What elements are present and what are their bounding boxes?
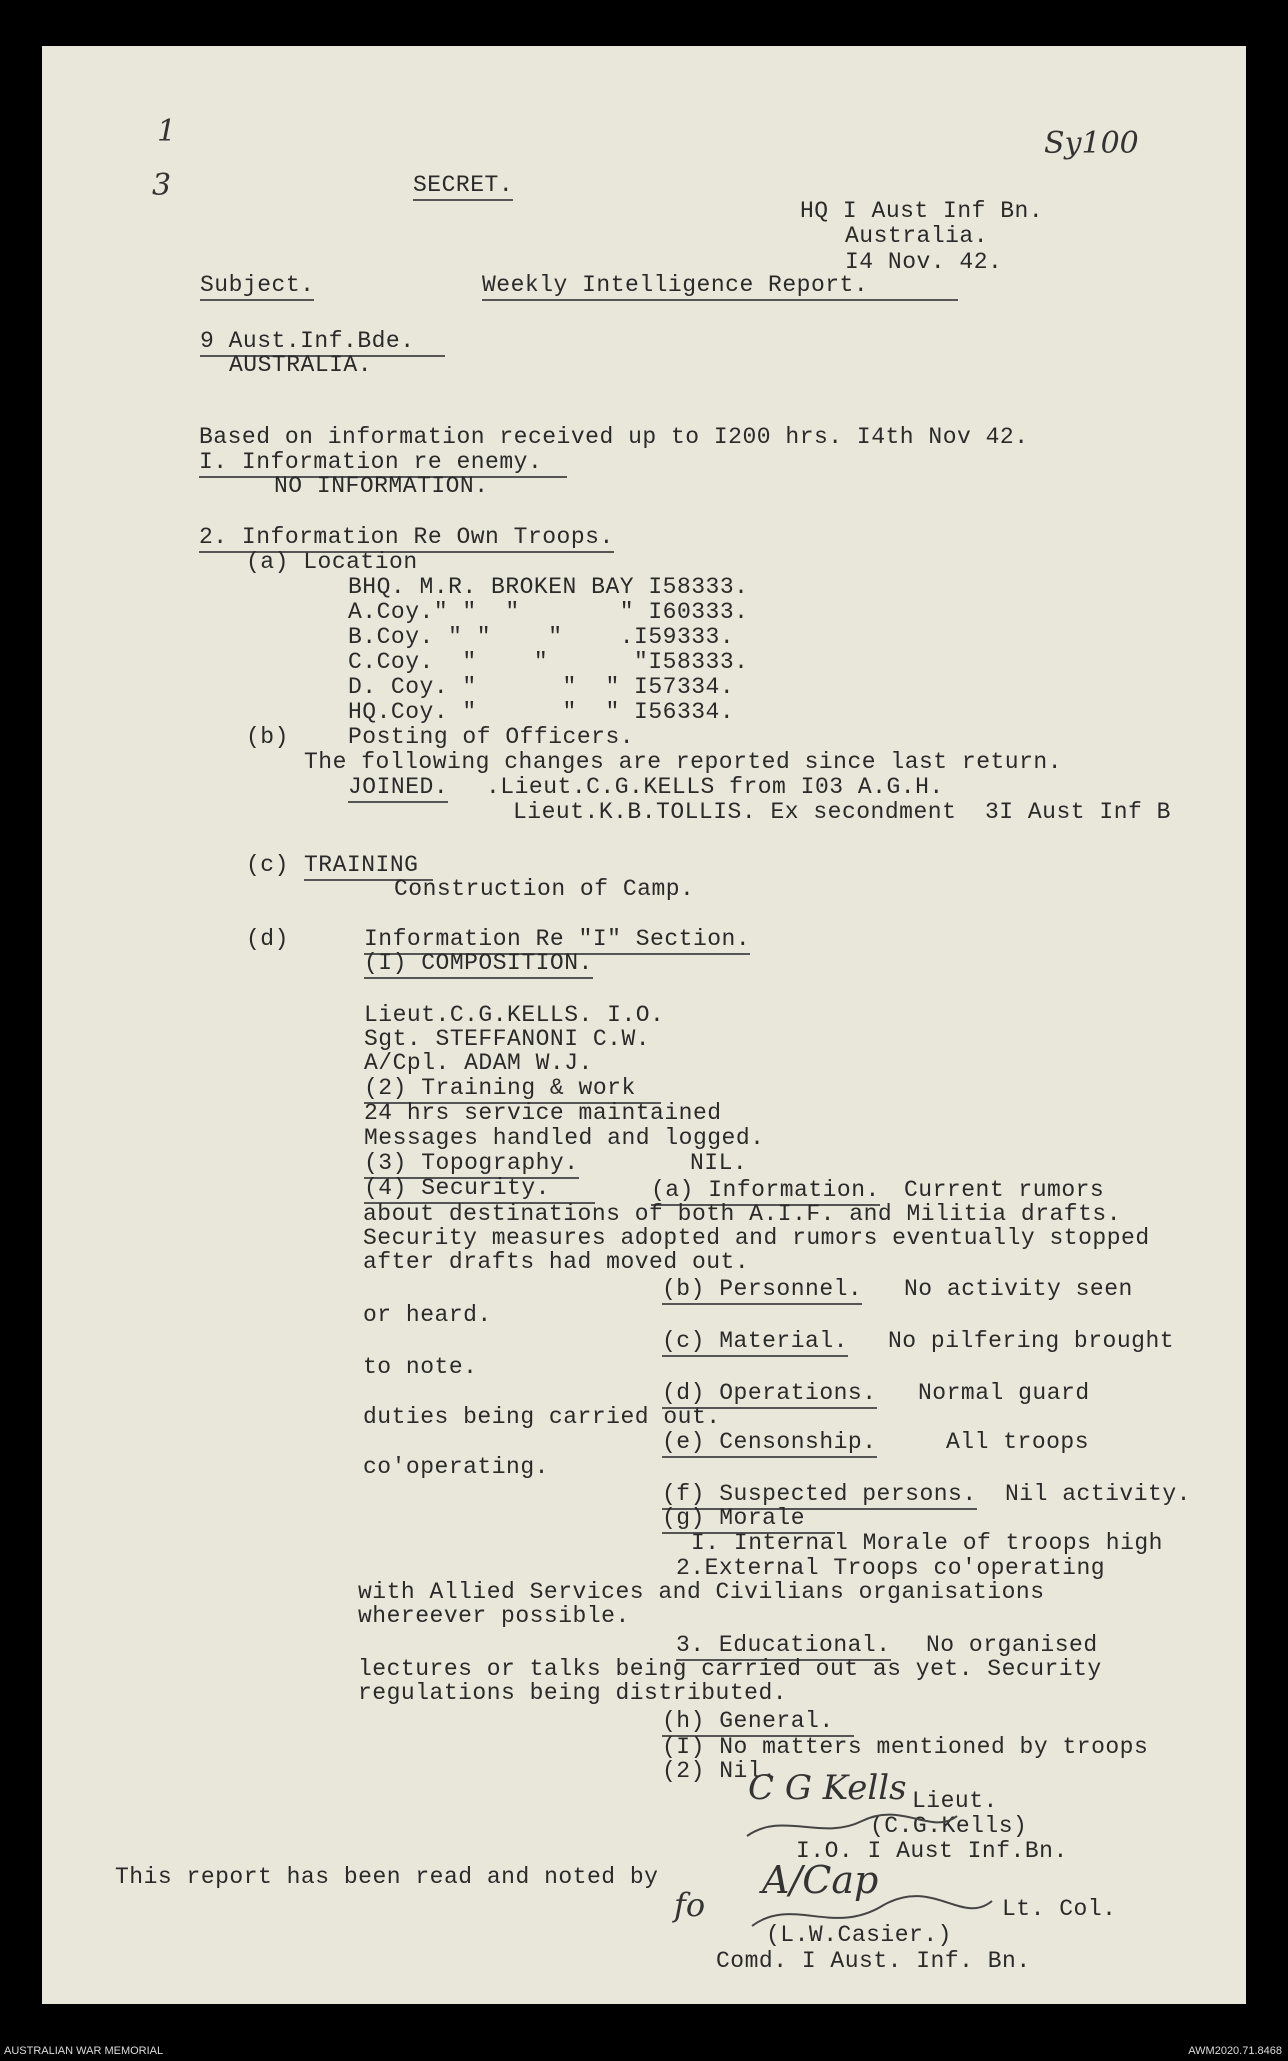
security-c-text: No pilfering brought bbox=[888, 1328, 1175, 1354]
section-1-heading: I. Information re enemy. bbox=[199, 449, 567, 478]
hq-line-1: HQ I Aust Inf Bn. bbox=[800, 198, 1044, 224]
casier-signature: A/Cap bbox=[762, 1858, 879, 1902]
security-a-label: (a) Information. bbox=[651, 1177, 880, 1206]
training-line: 24 hrs service maintained bbox=[364, 1100, 722, 1126]
general-line: (2) Nil. bbox=[662, 1758, 777, 1784]
security-e-label: (e) Censonship. bbox=[662, 1429, 877, 1458]
signature-flourish bbox=[742, 1806, 962, 1846]
location-row: C.Coy. " " "I58333. bbox=[348, 649, 749, 675]
security-heading: (4) Security. bbox=[364, 1175, 595, 1204]
item-b-title: Posting of Officers. bbox=[348, 724, 635, 750]
general-label: (h) General. bbox=[662, 1708, 854, 1737]
footer-source: AUSTRALIAN WAR MEMORIAL bbox=[4, 2045, 164, 2057]
hq-line-2: Australia. bbox=[845, 223, 989, 249]
security-f-label: (f) Suspected persons. bbox=[662, 1481, 977, 1510]
section-1-text: NO INFORMATION. bbox=[274, 473, 489, 499]
document-page bbox=[42, 46, 1246, 2004]
morale-line: I. Internal Morale of troops high bbox=[691, 1530, 1163, 1556]
signatory-rank: Lieut. bbox=[912, 1788, 998, 1814]
item-c-title: TRAINING bbox=[304, 852, 433, 881]
general-line: (I) No matters mentioned by troops bbox=[662, 1734, 1149, 1760]
training-line: Messages handled and logged. bbox=[364, 1125, 765, 1151]
addressee-line-2: AUSTRALIA. bbox=[229, 352, 373, 378]
training-heading: (2) Training & work bbox=[364, 1075, 661, 1104]
noted-line: This report has been read and noted by bbox=[115, 1864, 659, 1890]
for-mark: fo bbox=[674, 1886, 706, 1924]
security-e-text: All troops bbox=[946, 1429, 1090, 1455]
location-row: BHQ. M.R. BROKEN BAY I58333. bbox=[348, 574, 749, 600]
security-a-line: after drafts had moved out. bbox=[363, 1249, 750, 1275]
item-d-title: Information Re "I" Section. bbox=[364, 926, 750, 955]
educational-line: regulations being distributed. bbox=[358, 1680, 788, 1706]
addressee-line-1: 9 Aust.Inf.Bde. bbox=[200, 328, 445, 357]
subject-title: Weekly Intelligence Report. bbox=[482, 272, 958, 301]
subject-label: Subject. bbox=[200, 272, 314, 301]
joined-line-2: Lieut.K.B.TOLLIS. Ex secondment 3I Aust Inf B bbox=[513, 799, 1171, 825]
personnel-row: Sgt. STEFFANONI C.W. bbox=[364, 1026, 651, 1052]
item-b-label: (b) bbox=[246, 724, 289, 750]
joined-line-1: .Lieut.C.G.KELLS from I03 A.G.H. bbox=[486, 774, 944, 800]
security-b-cont: or heard. bbox=[363, 1302, 492, 1328]
security-b-label: (b) Personnel. bbox=[662, 1276, 862, 1305]
archive-number-mark: Sy100 bbox=[1044, 126, 1139, 161]
signatory-role: I.O. I Aust Inf.Bn. bbox=[796, 1838, 1068, 1864]
security-a-text: Current rumors bbox=[904, 1177, 1105, 1203]
signatory-2-name: (L.W.Casier.) bbox=[766, 1922, 952, 1948]
security-a-line: Security measures adopted and rumors eventually stopped bbox=[363, 1225, 1150, 1251]
location-row: B.Coy. " " " .I59333. bbox=[348, 624, 735, 650]
location-row: A.Coy." " " " I60333. bbox=[348, 599, 749, 625]
margin-mark-1: 1 bbox=[157, 114, 177, 149]
security-b-text: No activity seen bbox=[904, 1276, 1133, 1302]
location-row: HQ.Coy. " " " I56334. bbox=[348, 699, 735, 725]
morale-line: 2.External Troops co'operating bbox=[676, 1555, 1106, 1581]
item-b-text: The following changes are reported since last return. bbox=[304, 749, 1063, 775]
footer-reference: AWM2020.71.8468 bbox=[1188, 2045, 1282, 2057]
location-label: (a) Location bbox=[246, 549, 418, 575]
educational-text: No organised bbox=[926, 1632, 1098, 1658]
margin-mark-2: 3 bbox=[152, 168, 172, 203]
topography-value: NIL. bbox=[690, 1150, 748, 1176]
composition-heading: (I) COMPOSITION. bbox=[364, 950, 593, 979]
personnel-row: A/Cpl. ADAM W.J. bbox=[364, 1050, 593, 1076]
kells-signature: C G Kells bbox=[748, 1768, 907, 1808]
security-d-label: (d) Operations. bbox=[662, 1380, 877, 1409]
item-c-label: (c) bbox=[246, 852, 289, 878]
topography-heading: (3) Topography. bbox=[364, 1150, 579, 1179]
security-c-label: (c) Material. bbox=[662, 1328, 848, 1357]
section-2-heading: 2. Information Re Own Troops. bbox=[199, 524, 614, 553]
item-c-text: Construction of Camp. bbox=[394, 876, 695, 902]
security-c-cont: to note. bbox=[363, 1354, 478, 1380]
educational-label: 3. Educational. bbox=[676, 1632, 891, 1661]
educational-line: lectures or talks being carried out as yet. Security bbox=[358, 1656, 1102, 1682]
security-d-cont: duties being carried out. bbox=[363, 1404, 721, 1430]
location-row: D. Coy. " " " I57334. bbox=[348, 674, 735, 700]
personnel-row: Lieut.C.G.KELLS. I.O. bbox=[364, 1002, 665, 1028]
morale-line: with Allied Services and Civilians organisations bbox=[358, 1579, 1045, 1605]
security-a-line: about destinations of both A.I.F. and Militia drafts. bbox=[363, 1201, 1122, 1227]
report-date: I4 Nov. 42. bbox=[845, 249, 1003, 275]
signatory-2-role: Comd. I Aust. Inf. Bn. bbox=[716, 1948, 1031, 1974]
security-e-cont: co'operating. bbox=[363, 1454, 549, 1480]
joined-label: JOINED. bbox=[348, 774, 448, 803]
security-f-text: Nil activity. bbox=[1005, 1481, 1191, 1507]
signatory-2-rank: Lt. Col. bbox=[1002, 1896, 1117, 1922]
security-g-label: (g) Morale bbox=[662, 1505, 835, 1534]
secret-heading: SECRET. bbox=[413, 172, 513, 201]
based-on-line: Based on information received up to I200 hrs. I4th Nov 42. bbox=[199, 424, 1029, 450]
item-d-label: (d) bbox=[246, 926, 289, 952]
security-d-text: Normal guard bbox=[918, 1380, 1090, 1406]
signature-flourish bbox=[742, 1886, 1002, 1946]
morale-line: whereever possible. bbox=[358, 1603, 630, 1629]
signatory-name: (C.G.Kells) bbox=[870, 1813, 1028, 1839]
